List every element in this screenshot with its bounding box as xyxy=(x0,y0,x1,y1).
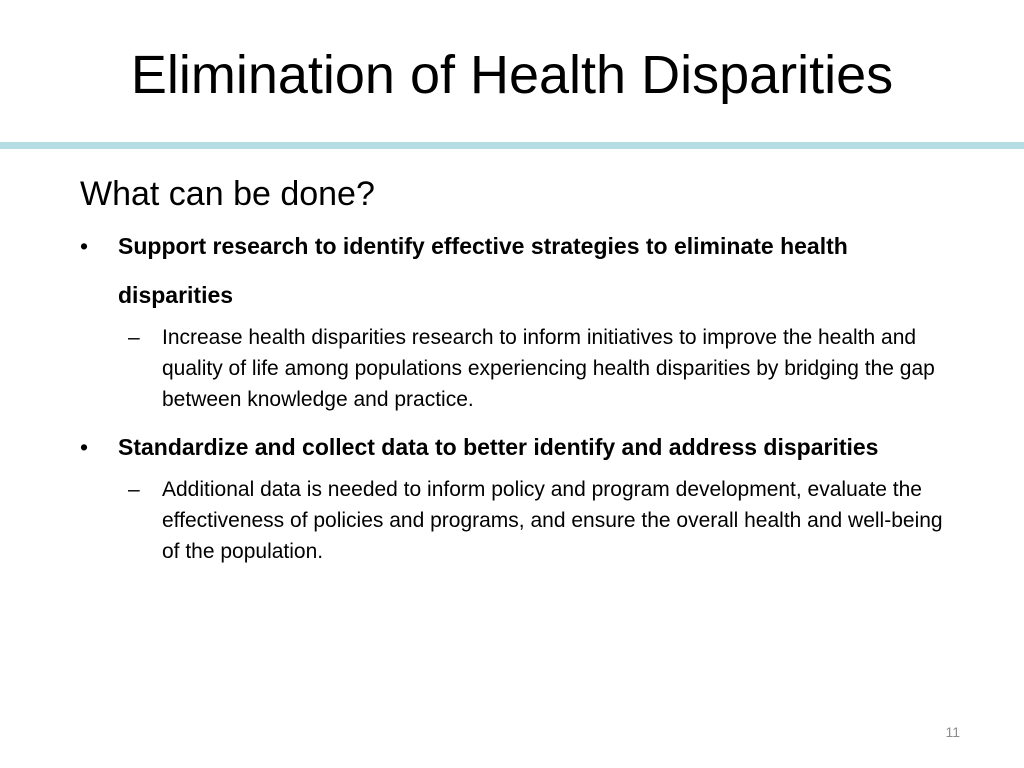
bullet-item xyxy=(80,423,960,472)
bullet-marker: • xyxy=(80,434,89,460)
sub-bullet-item xyxy=(80,322,960,415)
sub-bullet-text: Additional data is needed to inform policy and program development, evaluate the effectiveness of policies and programs, and ensure the overall health and well-being of the population. xyxy=(162,478,943,563)
sub-bullet-marker: – xyxy=(128,478,140,501)
bullet-marker: • xyxy=(80,233,89,259)
bullet-text: Support research to identify effective strategies to eliminate health disparities xyxy=(118,233,848,308)
sub-bullet-text: Increase health disparities research to inform initiatives to improve the health and quality of life among populations experiencing health disparities by bridging the gap between knowledge and practice. xyxy=(162,326,935,411)
slide-number: 11 xyxy=(945,724,960,740)
bullet-text: Standardize and collect data to better identify and address disparities xyxy=(118,434,879,460)
sub-bullet-marker: – xyxy=(128,326,140,349)
sub-bullet-item xyxy=(80,474,960,567)
slide-content xyxy=(80,170,960,567)
bullet-item xyxy=(80,222,960,320)
subheading: What can be done? xyxy=(80,175,375,213)
slide-title: Elimination of Health Disparities xyxy=(130,45,894,105)
title-divider xyxy=(0,142,1024,149)
